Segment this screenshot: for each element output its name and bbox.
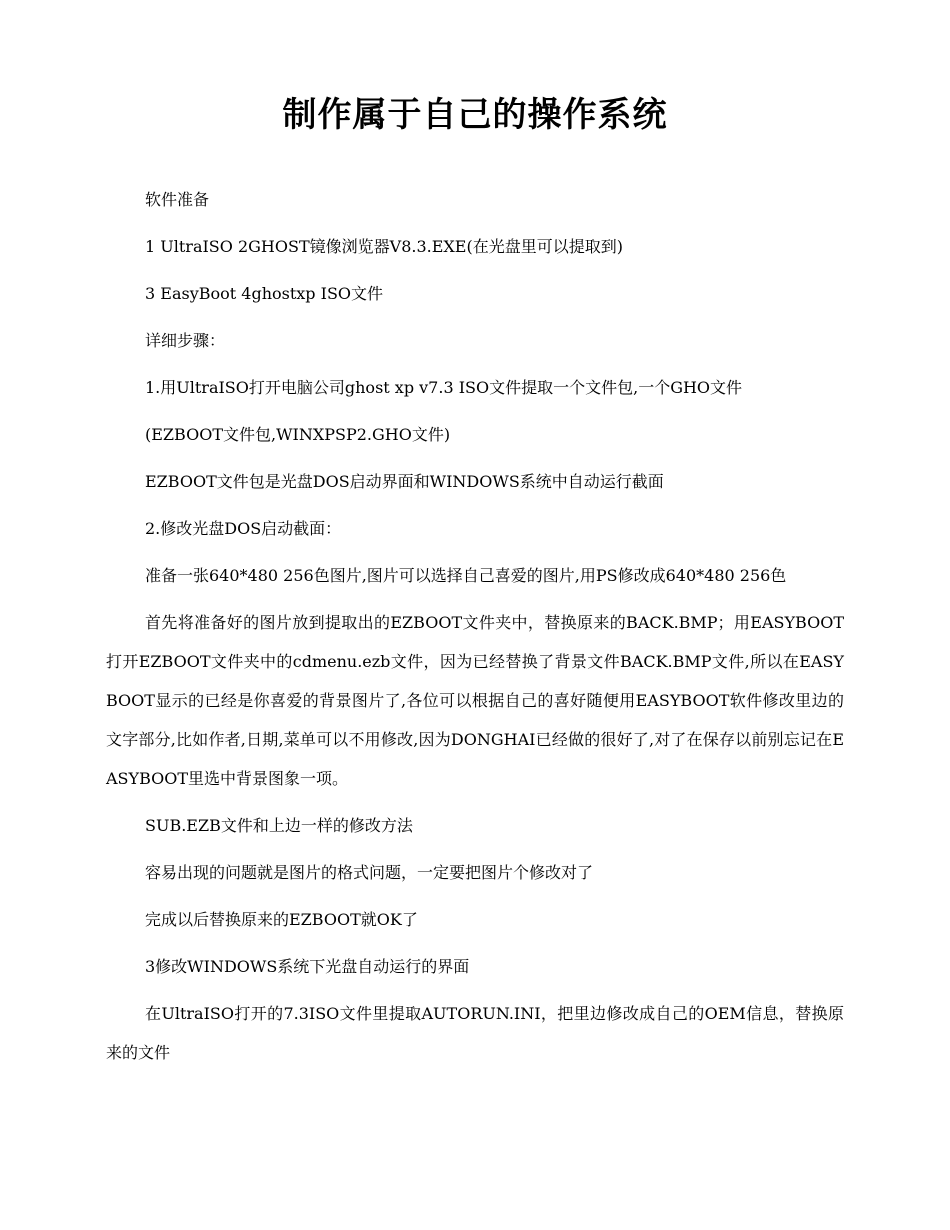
document-title: 制作属于自己的操作系统 [282,95,668,135]
document-body [106,180,844,1072]
paragraph: 软件准备 [145,190,210,209]
paragraph: 在UltraISO打开的7.3ISO文件里提取AUTORUN.INI，把里边修改成自己的OEM信息，替换原来的文件 [106,1004,844,1062]
paragraph: 容易出现的问题就是图片的格式问题，一定要把图片个修改对了 [145,863,594,882]
paragraph: 准备一张640*480 256色图片,图片可以选择自己喜爱的图片,用PS修改成640*480 256色 [145,566,787,585]
paragraph: 3 EasyBoot 4ghostxp ISO文件 [145,284,384,303]
paragraph: (EZBOOT文件包,WINXPSP2.GHO文件) [145,425,451,444]
paragraph: 1.用UltraISO打开电脑公司ghost xp v7.3 ISO文件提取一个文件包,一个GHO文件 [145,378,743,397]
paragraph: 详细步骤： [145,331,226,350]
paragraph: 2.修改光盘DOS启动截面： [145,519,342,538]
paragraph: EZBOOT文件包是光盘DOS启动界面和WINDOWS系统中自动运行截面 [145,472,664,491]
paragraph: 3修改WINDOWS系统下光盘自动运行的界面 [145,957,470,976]
paragraph: SUB.EZB文件和上边一样的修改方法 [145,816,413,835]
paragraph: 完成以后替换原来的EZBOOT就OK了 [145,910,418,929]
paragraph: 首先将准备好的图片放到提取出的EZBOOT文件夹中，替换原来的BACK.BMP；用EASYBOOT打开EZBOOT文件夹中的cdmenu.ezb文件，因为已经替换了背景文件BACK.BMP文件,所以在EASYBOOT显示的已经是你喜爱的背景图片了,各位可以根据自己的喜好随便用EASYBOOT软件修改里边的文字部分,比如作者,日期,菜单可以不用修改,因为DONGHAI已经做的很好了,对了在保存以前别忘记在EASYBOOT里选中背景图象一项。 [106,613,844,788]
paragraph: 1 UltraISO 2GHOST镜像浏览器V8.3.EXE(在光盘里可以提取到) [145,237,623,256]
